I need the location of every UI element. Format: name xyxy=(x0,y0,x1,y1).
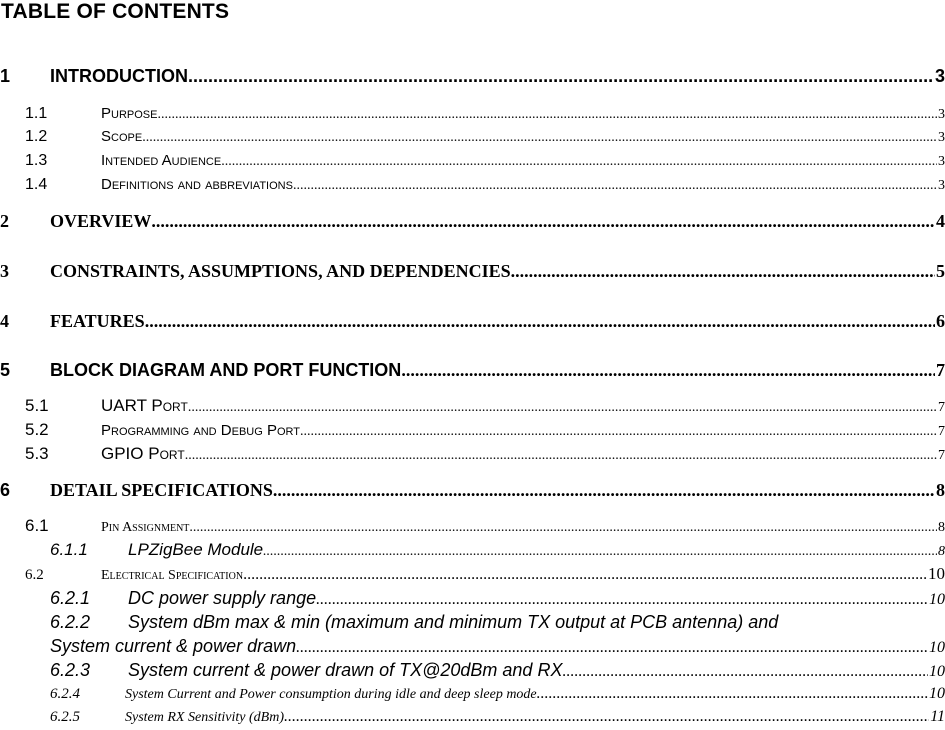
toc-page: 6 xyxy=(936,311,945,331)
toc-number: 4 xyxy=(0,311,9,331)
toc-number: 1.1 xyxy=(25,105,48,122)
toc-entry-6-2-3[interactable] xyxy=(0,660,945,681)
toc-page: 5 xyxy=(936,261,945,281)
toc-title: FEATURES xyxy=(50,311,145,331)
toc-leader xyxy=(142,130,937,146)
toc-number: 6.2 xyxy=(25,567,44,583)
toc-title: GPIO Port xyxy=(101,444,185,463)
toc-entry-6[interactable] xyxy=(0,480,945,501)
toc-page: 3 xyxy=(938,107,945,122)
toc-number: 6.2.1 xyxy=(50,588,91,608)
toc-leader xyxy=(189,520,937,536)
toc-number: 3 xyxy=(0,261,9,281)
toc-entry-1-4[interactable] xyxy=(0,176,945,194)
toc-page: 7 xyxy=(938,448,945,463)
toc-entry-6-1[interactable] xyxy=(0,516,945,536)
toc-leader xyxy=(537,685,928,703)
toc-number: 2 xyxy=(0,211,9,231)
toc-leader xyxy=(300,424,937,440)
toc-title: BLOCK DIAGRAM AND PORT FUNCTION xyxy=(50,360,402,380)
toc-entry-6-2-2-continued[interactable] xyxy=(0,636,945,657)
toc-number: 6.2.5 xyxy=(50,709,80,725)
toc-page: 3 xyxy=(938,130,945,145)
toc-leader xyxy=(221,154,937,170)
toc-entry-5-2[interactable] xyxy=(0,420,945,440)
toc-title: System current & power drawn of TX@20dBm and RX xyxy=(128,660,563,680)
toc-entry-6-2-4[interactable] xyxy=(0,685,945,703)
toc-page: 8 xyxy=(936,480,945,500)
toc-entry-1[interactable] xyxy=(0,66,945,87)
toc-title: Scope xyxy=(101,128,143,145)
toc-title: Electrical Specification xyxy=(101,568,244,583)
toc-title: Definitions and abbreviations xyxy=(101,176,293,193)
toc-title-continued: System current & power drawn xyxy=(50,636,297,656)
toc-page: 11 xyxy=(930,708,945,725)
toc-page: 7 xyxy=(936,360,945,380)
toc-leader xyxy=(562,663,928,681)
toc-heading: TABLE OF CONTENTS xyxy=(1,0,230,23)
toc-entry-3[interactable] xyxy=(0,261,945,282)
toc-number: 1.2 xyxy=(25,128,48,145)
toc-page: 10 xyxy=(929,685,945,702)
toc-entry-6-2-2[interactable] xyxy=(0,612,945,633)
toc-page: 7 xyxy=(938,424,945,439)
toc-entry-2[interactable] xyxy=(0,211,945,232)
toc-title: OVERVIEW xyxy=(50,211,152,231)
toc-number: 5.2 xyxy=(25,420,49,439)
toc-entry-5[interactable] xyxy=(0,360,945,381)
toc-page: 10 xyxy=(928,564,945,583)
toc-title: Pin Assignment xyxy=(101,520,190,535)
toc-number: 6.2.4 xyxy=(50,686,80,702)
toc-page: 8 xyxy=(938,520,945,535)
toc-number: 1 xyxy=(0,66,11,86)
toc-entry-1-1[interactable] xyxy=(0,105,945,123)
toc-title: Programming and Debug Port xyxy=(101,422,300,439)
toc-number: 6.2.2 xyxy=(50,612,91,632)
toc-number: 1.4 xyxy=(25,176,48,193)
toc-leader xyxy=(401,360,935,381)
toc-leader xyxy=(284,708,929,726)
toc-title: DETAIL SPECIFICATIONS xyxy=(50,480,273,500)
toc-leader xyxy=(243,566,927,584)
toc-title: Purpose xyxy=(101,105,158,122)
toc-number: 6.1 xyxy=(25,516,49,535)
toc-leader xyxy=(188,400,937,416)
toc-page: 4 xyxy=(936,211,945,231)
toc-entry-6-2-5[interactable] xyxy=(0,708,945,726)
toc-title: System RX Sensitivity (dBm) xyxy=(125,710,285,725)
toc-leader xyxy=(296,639,928,657)
toc-number: 6.1.1 xyxy=(50,540,88,559)
toc-entry-6-2-1[interactable] xyxy=(0,588,945,609)
toc-title: UART Port xyxy=(101,396,188,415)
toc-number: 1.3 xyxy=(25,152,48,169)
toc-page: 3 xyxy=(934,66,945,86)
toc-page: 7 xyxy=(938,400,945,415)
toc-title: Intended Audience xyxy=(101,152,222,169)
toc-title: System Current and Power consumption during idle and deep sleep mode xyxy=(125,687,537,702)
toc-leader xyxy=(511,261,935,282)
toc-leader xyxy=(157,107,937,123)
toc-number: 5.3 xyxy=(25,444,49,463)
toc-entry-1-3[interactable] xyxy=(0,152,945,170)
toc-leader xyxy=(273,480,935,501)
toc-leader xyxy=(185,448,937,464)
toc-number: 5.1 xyxy=(25,396,49,415)
toc-number: 6 xyxy=(0,480,11,500)
toc-page: 3 xyxy=(938,178,945,193)
toc-leader xyxy=(293,178,937,194)
toc-entry-6-2[interactable] xyxy=(0,564,945,584)
toc-leader xyxy=(188,66,934,87)
toc-entry-1-2[interactable] xyxy=(0,128,945,146)
toc-number: 5 xyxy=(0,360,11,380)
toc-entry-5-1[interactable] xyxy=(0,396,945,416)
toc-page: 8 xyxy=(938,544,945,559)
toc-entry-6-1-1[interactable] xyxy=(0,540,945,560)
toc-leader xyxy=(145,311,935,332)
toc-title: LPZigBee Module xyxy=(128,540,264,559)
toc-title: INTRODUCTION xyxy=(50,66,188,86)
toc-entry-5-3[interactable] xyxy=(0,444,945,464)
toc-leader xyxy=(151,211,935,232)
toc-entry-4[interactable] xyxy=(0,311,945,332)
toc-page: 10 xyxy=(929,591,945,608)
toc-page: 10 xyxy=(929,639,945,656)
toc-page: 3 xyxy=(938,154,945,169)
toc-page: 10 xyxy=(929,663,945,680)
toc-leader xyxy=(263,544,937,560)
toc-number: 6.2.3 xyxy=(50,660,91,680)
toc-leader xyxy=(316,591,928,609)
toc-title: DC power supply range xyxy=(128,588,317,608)
toc-title: System dBm max & min (maximum and minimum TX output at PCB antenna) and xyxy=(128,612,779,632)
toc-title: CONSTRAINTS, ASSUMPTIONS, AND DEPENDENCIES xyxy=(50,261,511,281)
